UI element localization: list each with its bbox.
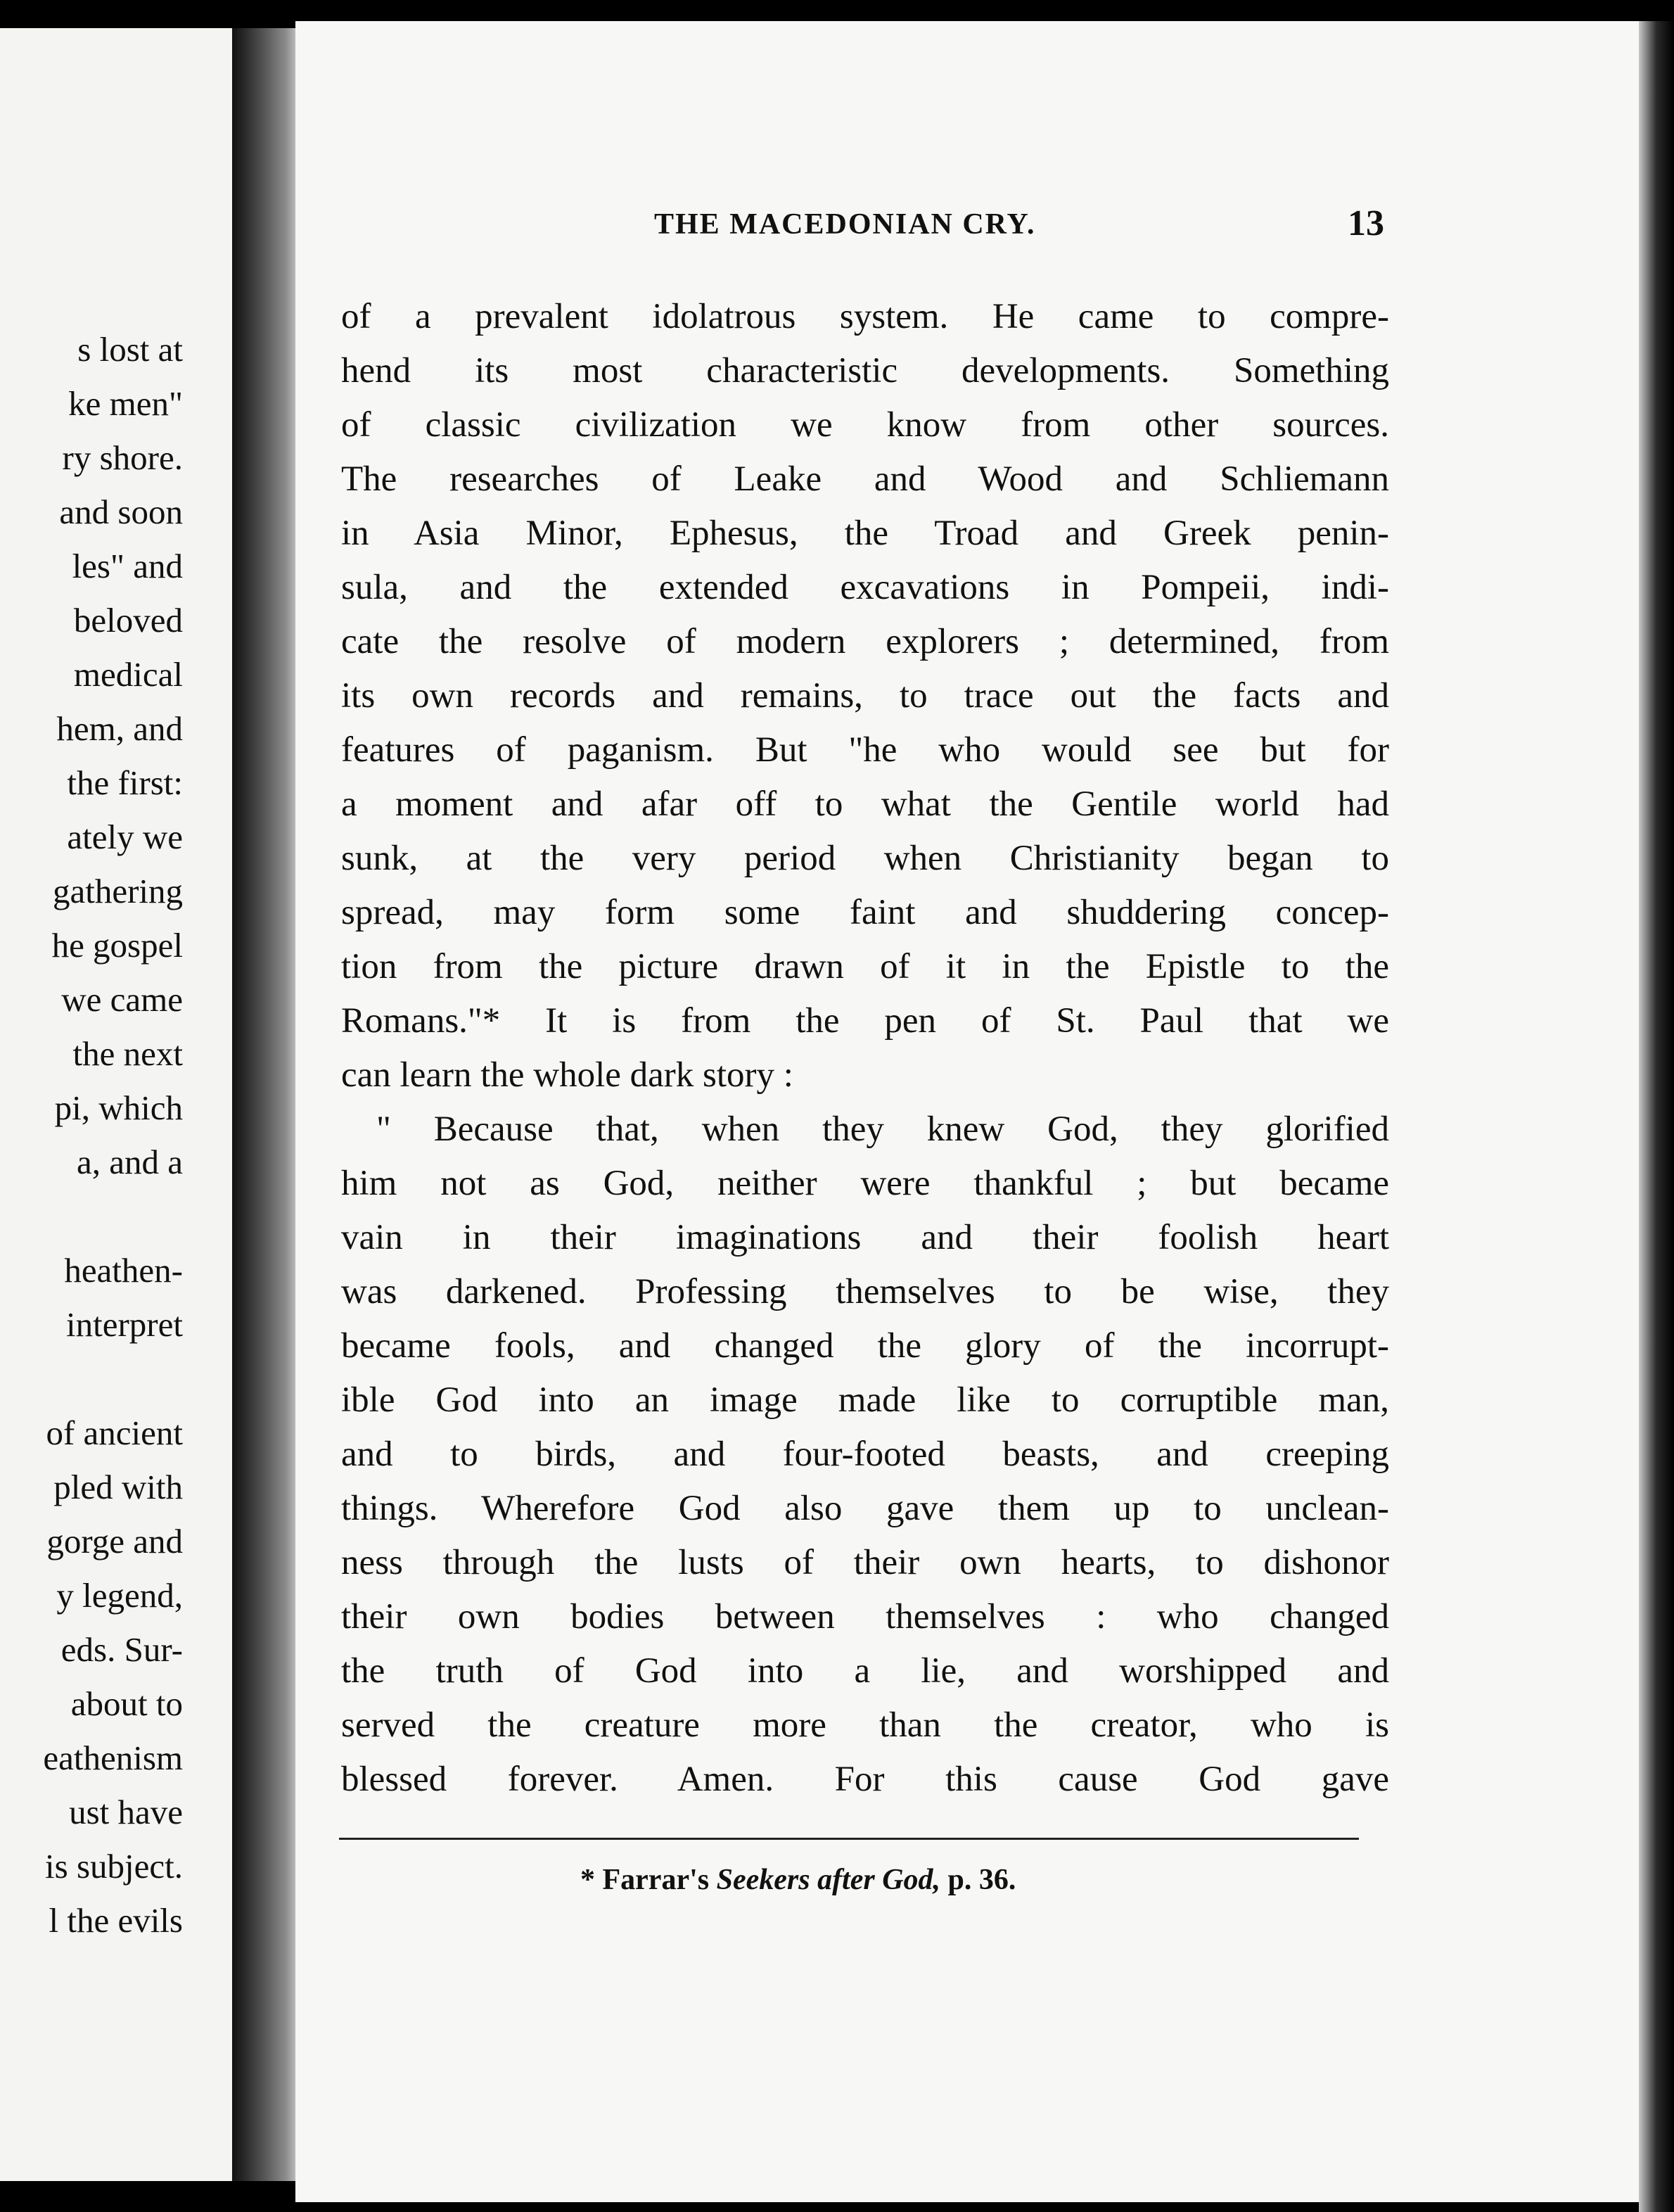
- text-line: in Asia Minor, Ephesus, the Troad and Greek penin-: [341, 514, 1389, 553]
- running-head: THE MACEDONIAN CRY.: [654, 208, 1036, 241]
- left-page-line: heathen-: [64, 1251, 183, 1290]
- text-line: of a prevalent idolatrous system. He came to compre-: [341, 297, 1389, 336]
- text-line: cate the resolve of modern explorers ; determined, from: [341, 622, 1389, 661]
- left-page-line: medical: [73, 655, 183, 694]
- left-page-line: of ancient: [46, 1413, 183, 1452]
- left-page-line: and soon: [59, 492, 183, 531]
- left-page-line: eathenism: [43, 1739, 183, 1777]
- quote-line: " Because that, when they knew God, they glorified: [376, 1110, 1389, 1149]
- text-line: tion from the picture drawn of it in the Epistle to the: [341, 947, 1389, 986]
- footnote-author: Farrar's: [602, 1864, 710, 1896]
- left-page-line: about to: [70, 1684, 183, 1723]
- left-page-line: ke men": [68, 384, 183, 423]
- left-page-line: s lost at: [77, 330, 183, 369]
- text-line: can learn the whole dark story :: [341, 1055, 793, 1095]
- quote-line: their own bodies between themselves : who changed: [341, 1597, 1389, 1636]
- page-number: 13: [1348, 203, 1384, 243]
- quote-line: vain in their imaginations and their foolish heart: [341, 1218, 1389, 1257]
- left-page-line: gathering: [52, 872, 183, 910]
- quote-line: ible God into an image made like to corruptible man,: [341, 1380, 1389, 1420]
- quote-line: became fools, and changed the glory of the incorrupt-: [341, 1326, 1389, 1366]
- text-line: The researches of Leake and Wood and Schliemann: [341, 459, 1389, 499]
- quote-line: the truth of God into a lie, and worshipped and: [341, 1651, 1389, 1691]
- quote-line: him not as God, neither were thankful ; but became: [341, 1164, 1389, 1203]
- text-line: a moment and afar off to what the Gentile world had: [341, 784, 1389, 824]
- text-line: sunk, at the very period when Christianity began to: [341, 839, 1389, 878]
- left-page-line: ust have: [69, 1793, 183, 1831]
- text-line: of classic civilization we know from other sources.: [341, 405, 1389, 445]
- text-line: features of paganism. But "he who would see but for: [341, 730, 1389, 770]
- left-page-line: is subject.: [45, 1847, 183, 1886]
- footnote-title: Seekers after God,: [716, 1864, 941, 1896]
- quote-line: served the creature more than the creator, who is: [341, 1705, 1389, 1745]
- left-page-line: he gospel: [51, 926, 183, 965]
- body-text: [341, 290, 1389, 1807]
- left-page-line: hem, and: [56, 709, 183, 748]
- left-page-line: we came: [61, 980, 183, 1019]
- page-edge-shadow: [1639, 21, 1674, 2212]
- left-page-line: [43, 1189, 183, 1243]
- left-page-line: pled with: [53, 1468, 183, 1506]
- left-page-line: l the evils: [49, 1901, 183, 1940]
- left-page-line: the first:: [67, 763, 183, 802]
- footnote-pages: p. 36.: [947, 1864, 1016, 1896]
- left-page: [0, 28, 232, 2181]
- left-page-line: gorge and: [46, 1522, 183, 1561]
- left-page-line: interpret: [66, 1305, 183, 1344]
- left-page-line: y legend,: [56, 1576, 183, 1615]
- left-page-line: ry shore.: [62, 438, 183, 477]
- text-line: its own records and remains, to trace out the facts and: [341, 676, 1389, 716]
- quote-line: ness through the lusts of their own hearts, to dishonor: [341, 1543, 1389, 1582]
- quote-line: blessed forever. Amen. For this cause God gave: [341, 1760, 1389, 1799]
- text-line: sula, and the extended excavations in Pompeii, indi-: [341, 568, 1389, 607]
- text-line: spread, may form some faint and shuddering concep-: [341, 893, 1389, 932]
- quote-line: things. Wherefore God also gave them up to unclean-: [341, 1489, 1389, 1528]
- left-page-line: ately we: [67, 818, 183, 856]
- book-gutter: [232, 28, 295, 2181]
- left-page-line: a, and a: [77, 1143, 183, 1181]
- quote-line: and to birds, and four-footed beasts, and creeping: [341, 1435, 1389, 1474]
- left-page-line: beloved: [73, 601, 183, 640]
- footnote: [580, 1863, 1016, 1897]
- footnote-mark: *: [580, 1864, 595, 1896]
- text-line: Romans."* It is from the pen of St. Paul that we: [341, 1001, 1389, 1041]
- quote-line: was darkened. Professing themselves to be wise, they: [341, 1272, 1389, 1311]
- left-page-line: eds. Sur-: [60, 1630, 183, 1669]
- left-page-line: the next: [72, 1034, 183, 1073]
- left-page-text: [43, 322, 183, 1947]
- text-line: hend its most characteristic developments. Something: [341, 351, 1389, 390]
- left-page-line: [43, 1352, 183, 1406]
- left-page-line: pi, which: [54, 1088, 183, 1127]
- left-page-line: les" and: [72, 547, 183, 585]
- footnote-rule: [339, 1838, 1359, 1840]
